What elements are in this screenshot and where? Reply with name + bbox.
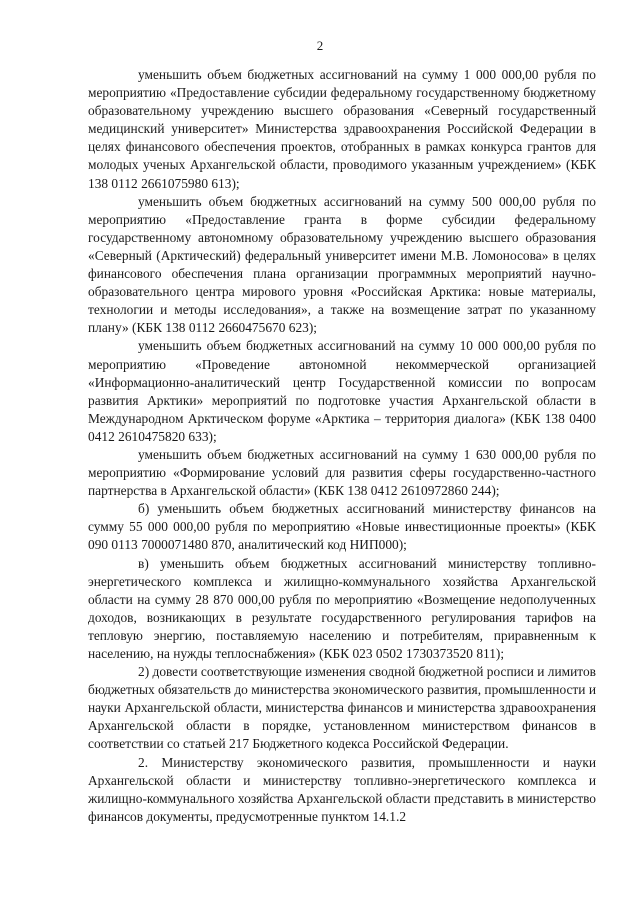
page-number: 2 <box>316 38 324 53</box>
paragraph-item-2-documents: 2. Министерству экономического развития, промышленности и науки Архангельской области и министерству топливно-энергетического комплекса и жилищно-коммунального хозяйства Архангельской области представить в министерство финансов документы, предусмотренные пунктом 14.1.2 <box>88 754 596 824</box>
paragraph-reduce-ppp: уменьшить объем бюджетных ассигнований на сумму 1 630 000,00 рубля по мероприятию «Формирование условий для развития сферы государственно-частного партнерства в Архангельской области» (КБК 138 0412 2610972860 244); <box>88 446 596 499</box>
paragraph-reduce-arctic-forum: уменьшить объем бюджетных ассигнований на сумму 10 000 000,00 рубля по мероприятию «Проведение автономной некоммерческой организацией «Информационно-аналитический центр Государственной комиссии по вопросам развития Арктики» мероприятий по подготовке участия Архангельской области в Международном Арктическом форуме «Арктика – территория диалога» (КБК 138 0400 0412 2610475820 633); <box>88 338 596 444</box>
paragraph-reduce-smu-grant: уменьшить объем бюджетных ассигнований на сумму 1 000 000,00 рубля по мероприятию «Предоставление субсидии федеральному государственному бюджетному образовательному учреждению высшего образования «Северный государственный медицинский университет» Министерства здравоохранения Российской Федерации в целях финансового обеспечения проектов, отобранных в рамках конкурса грантов для молодых ученых Архангельской области, проводимого указанным учреждением» (КБК 138 0112 2661075980 613); <box>88 67 596 191</box>
paragraph-2-budget-changes: 2) довести соответствующие изменения сводной бюджетной росписи и лимитов бюджетных обязательств до министерства экономического развития, промышленности и науки Архангельской области, министерства финансов и министерства здравоохранения Архангельской области в порядке, установленном министерством финансов в соответствии со статьей 217 Бюджетного кодекса Российской Федерации. <box>88 664 596 752</box>
document-body <box>88 66 596 826</box>
paragraph-b-finance-ministry: б) уменьшить объем бюджетных ассигнований министерству финансов на сумму 55 000 000,00 рубля по мероприятию «Новые инвестиционные проекты» (КБК 090 0113 7000071480 870, аналитический код НИП000); <box>88 501 596 553</box>
paragraph-reduce-safu-grant: уменьшить объем бюджетных ассигнований на сумму 500 000,00 рубля по мероприятию «Предоставление гранта в форме субсидии федеральному государственному автономному образовательному учреждению высшего образования «Северный (Арктический) федеральный университет имени М.В. Ломоносова» в целях финансового обеспечения плана организации программных мероприятий научно-образовательного центра мирового уровня «Российская Арктика: новые материалы, технологии и методы исследования», а также на возмещение затрат по указанному плану» (КБК 138 0112 2660475670 623); <box>88 193 596 336</box>
paragraph-v-energy-ministry: в) уменьшить объем бюджетных ассигнований министерству топливно-энергетического комплекса и жилищно-коммунального хозяйства Архангельской области на сумму 28 870 000,00 рубля по мероприятию «Возмещение недополученных доходов, возникающих в результате государственного регулирования тарифов на тепловую энергию, поставляемую населению и потребителям, приравненным к населению, на нужды теплоснабжения» (КБК 023 0502 1730373520 811); <box>88 555 596 661</box>
